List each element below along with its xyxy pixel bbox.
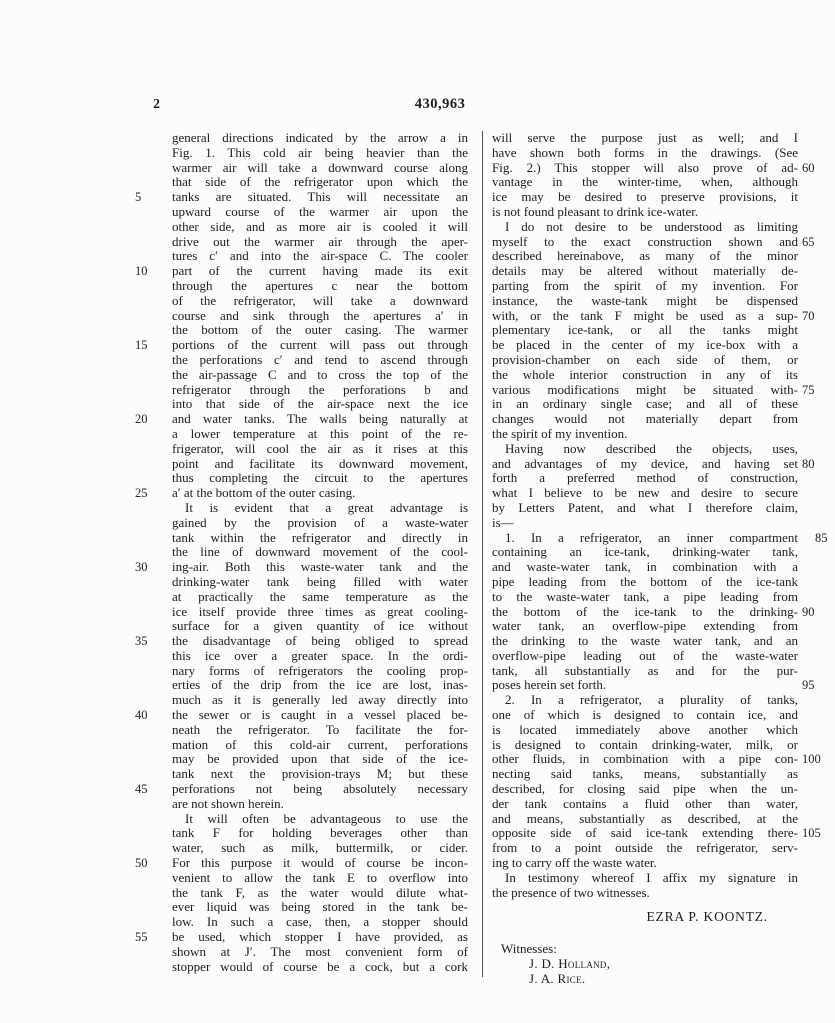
text-line: is located immediately above another which — [492, 721, 798, 737]
left-text-column — [135, 130, 468, 974]
right-text-column — [492, 130, 828, 900]
text-line: refrigerator through the perforations b and — [172, 381, 468, 397]
text-line: is— — [492, 514, 514, 530]
text-line: details may be altered without materially de- — [492, 263, 798, 279]
margin-line-number: 90 — [802, 604, 815, 619]
text-line: myself to the exact construction shown and 65 — [492, 235, 798, 250]
text-line: will serve the purpose just as well; and I — [492, 130, 798, 145]
text-line: perforations not being absolutely necessary 45 — [135, 781, 468, 797]
margin-line-number: 25 — [135, 486, 148, 501]
text-line: the perforations c′ and tend to ascend through — [172, 351, 468, 367]
text-line: the air-passage C and to cross the top of the — [172, 366, 468, 382]
text-line: be used, which stopper I have provided, as 55 — [135, 929, 468, 945]
text-line: opposite side of said ice-tank extending there- 105 — [492, 826, 798, 841]
text-line: forth a preferred method of construction, — [492, 470, 798, 486]
text-line: through the apertures c near the bottom — [172, 277, 468, 293]
text-line: parting from the spirit of my invention. For — [492, 277, 798, 293]
margin-line-number: 45 — [135, 782, 148, 797]
margin-line-number: 10 — [135, 264, 148, 279]
text-line: thus completing the circuit to the apertures — [172, 470, 468, 486]
text-line: warmer air will take a downward course along — [172, 159, 468, 175]
text-line: what I believe to be new and desire to secure — [492, 485, 798, 501]
text-line: 1. In a refrigerator, an inner compartment 85 — [492, 531, 798, 546]
text-line: containing an ice-tank, drinking-water tank, — [492, 544, 798, 560]
text-line: the spirit of my invention. — [492, 425, 628, 441]
text-line: provision-chamber on each side of them, or — [492, 351, 798, 367]
margin-line-number: 100 — [802, 752, 821, 767]
text-line: other side, and as more air is cooled it will — [172, 218, 468, 234]
text-line: gained by the provision of a waste-water — [172, 514, 468, 530]
text-line: drive out the warmer air through the aper- — [172, 233, 468, 249]
text-line: der tank contains a fluid other than water, — [492, 795, 798, 811]
text-line: tank F for holding beverages other than — [172, 825, 468, 841]
patent-number: 430,963 — [414, 96, 466, 112]
text-line: the drinking to the waste water tank, and an — [492, 633, 798, 649]
text-line: nary forms of refrigerators the cooling prop- — [172, 662, 468, 678]
text-line: necting said tanks, means, substantially as — [492, 766, 798, 782]
text-line: a lower temperature at this point of the re- — [172, 425, 468, 441]
text-line: may be provided upon that side of the ice- — [172, 751, 468, 767]
text-line: and advantages of my device, and having set 80 — [492, 457, 798, 472]
text-line: this ice over a greater space. In the ordi- — [172, 647, 468, 663]
text-line: upward course of the warmer air upon the — [172, 203, 468, 219]
text-line: part of the current having made its exit 10 — [135, 263, 468, 279]
witnesses-label: Witnesses: — [501, 941, 557, 956]
text-line: neath the refrigerator. To facilitate the for- — [172, 721, 468, 737]
margin-line-number: 15 — [135, 338, 148, 353]
text-line: instance, the waste-tank might be dispensed — [492, 292, 798, 308]
text-line: described, for closing said pipe when the un- — [492, 781, 798, 797]
text-line: the bottom of the outer casing. The warmer — [172, 322, 468, 338]
text-line: frigerator, will cool the air as it rises at this — [172, 440, 468, 456]
text-line: Fig. 1. This cold air being heavier than the — [172, 144, 468, 160]
text-line: the tank F, as the water would dilute what- — [172, 884, 468, 900]
text-line: Fig. 2.) This stopper will also prove of ad- 60 — [492, 161, 798, 176]
text-line: the bottom of the ice-tank to the drinking- 90 — [492, 605, 798, 620]
text-line: into that side of the air-space next the ice — [172, 396, 468, 412]
text-line: vantage in the winter-time, when, although — [492, 174, 798, 190]
text-line: the presence of two witnesses. — [492, 884, 650, 900]
margin-line-number: 50 — [135, 856, 148, 871]
text-line: poses herein set forth. 95 — [492, 678, 798, 693]
text-line: In testimony whereof I affix my signature in — [505, 869, 798, 885]
text-line: Having now described the objects, uses, — [505, 440, 798, 456]
text-line: be placed in the center of my ice-box with a — [492, 337, 798, 353]
margin-line-number: 60 — [802, 160, 815, 175]
text-line: water tank, an overflow-pipe extending from — [492, 618, 798, 634]
witness-name: J. A. Rice. — [529, 971, 586, 986]
text-line: water, such as milk, buttermilk, or cider. — [172, 840, 468, 856]
margin-line-number: 80 — [802, 456, 815, 471]
margin-line-number: 85 — [815, 530, 828, 545]
text-line: to the waste-water tank, a pipe leading from — [492, 588, 798, 604]
text-line: at practically the same temperature as the — [172, 588, 468, 604]
text-line: ing-air. Both this waste-water tank and the 30 — [135, 559, 468, 575]
margin-line-number: 5 — [135, 190, 142, 205]
text-line: course and sink through the apertures a′ in — [172, 307, 468, 323]
text-line: one of which is designed to contain ice, and — [492, 707, 798, 723]
text-line: of the refrigerator, will take a downward — [172, 292, 468, 308]
text-line: much as it is generally led away directly into — [172, 692, 468, 708]
text-line: have shown both forms in the drawings. (See — [492, 144, 798, 160]
text-line: from to a point outside the refrigerator, serv- — [492, 840, 798, 856]
text-line: ice itself provide three times as great cooling- — [172, 603, 468, 619]
text-line: with, or the tank F might be used as a sup- 70 — [492, 309, 798, 324]
text-line: point and facilitate its downward movement, — [172, 455, 468, 471]
text-line: a′ at the bottom of the outer casing. 25 — [135, 485, 356, 501]
margin-line-number: 65 — [802, 234, 815, 249]
witness-name: J. D. Holland, — [529, 956, 611, 971]
text-line: It will often be advantageous to use the — [185, 810, 468, 826]
text-line: tank within the refrigerator and directly in — [172, 529, 468, 545]
text-line: I do not desire to be understood as limiting — [505, 218, 798, 234]
text-line: tank, all substantially as and for the pur- — [492, 662, 798, 678]
margin-line-number: 105 — [802, 826, 821, 841]
text-line: by Letters Patent, and what I therefore claim, — [492, 499, 798, 515]
text-line: stopper would of course be a cock, but a cork — [172, 958, 468, 974]
margin-line-number: 55 — [135, 930, 148, 945]
text-line: 2. In a refrigerator, a plurality of tanks, — [505, 692, 798, 708]
text-line: tanks are situated. This will necessitate an 5 — [135, 189, 468, 205]
text-line: that side of the refrigerator upon which the — [172, 174, 468, 190]
margin-line-number: 75 — [802, 382, 815, 397]
text-line: other fluids, in combination with a pipe con- 100 — [492, 752, 798, 767]
margin-line-number: 35 — [135, 634, 148, 649]
text-line: ice may be desired to preserve provisions, it — [492, 189, 798, 205]
text-line: is designed to contain drinking-water, milk, or — [492, 736, 798, 752]
text-line: It is evident that a great advantage is — [185, 499, 468, 515]
text-line: the disadvantage of being obliged to spread 35 — [135, 633, 468, 649]
text-line: tures c′ and into the air-space C. The cooler — [172, 248, 468, 264]
margin-line-number: 30 — [135, 560, 148, 575]
text-line: changes would not materially depart from — [492, 411, 798, 427]
page-number: 2 — [153, 97, 160, 112]
text-line: are not shown herein. — [172, 795, 284, 811]
text-line: general directions indicated by the arrow a in — [172, 130, 468, 145]
inventor-signature: EZRA P. KOONTZ. — [646, 909, 768, 924]
text-line: ever liquid was being stored in the tank be- — [172, 899, 468, 915]
margin-line-number: 20 — [135, 412, 148, 427]
margin-line-number: 40 — [135, 708, 148, 723]
margin-line-number: 70 — [802, 308, 815, 323]
text-line: mation of this cold-air current, perforations — [172, 736, 468, 752]
text-line: and waste-water tank, in combination with a — [492, 559, 798, 575]
text-line: erties of the drip from the ice are lost, inas- — [172, 677, 468, 693]
text-line: is not found pleasant to drink ice-water. — [492, 203, 699, 219]
text-line: described hereinabove, as many of the minor — [492, 248, 798, 264]
text-line: the line of downward movement of the cool- — [172, 544, 468, 560]
column-divider — [482, 131, 483, 977]
text-line: portions of the current will pass out through 15 — [135, 337, 468, 353]
text-line: the whole interior construction in any of its — [492, 366, 798, 382]
text-line: low. In such a case, then, a stopper should — [172, 914, 468, 930]
text-line: plementary ice-tank, or all the tanks might — [492, 322, 798, 338]
text-line: drinking-water tank being filled with water — [172, 573, 468, 589]
text-line: tank next the provision-trays M; but these — [172, 766, 468, 782]
text-line: ing to carry off the waste water. — [492, 855, 657, 871]
margin-line-number: 95 — [802, 678, 815, 693]
text-line: shown at J′. The most convenient form of — [172, 943, 468, 959]
text-line: the sewer or is caught in a vessel placed be- 40 — [135, 707, 468, 723]
text-line: in an ordinary single case; and all of these — [492, 396, 798, 412]
text-line: venient to allow the tank E to overflow into — [172, 869, 468, 885]
text-line: and means, substantially as described, at the — [492, 810, 798, 826]
text-line: various modifications might be situated with- 75 — [492, 383, 798, 398]
text-line: and water tanks. The walls being naturally at 20 — [135, 411, 468, 427]
text-line: For this purpose it would of course be incon- 50 — [135, 855, 468, 871]
text-line: pipe leading from the bottom of the ice-tank — [492, 573, 798, 589]
text-line: overflow-pipe leading out of the waste-water — [492, 647, 798, 663]
text-line: surface for a given quantity of ice without — [172, 618, 468, 634]
